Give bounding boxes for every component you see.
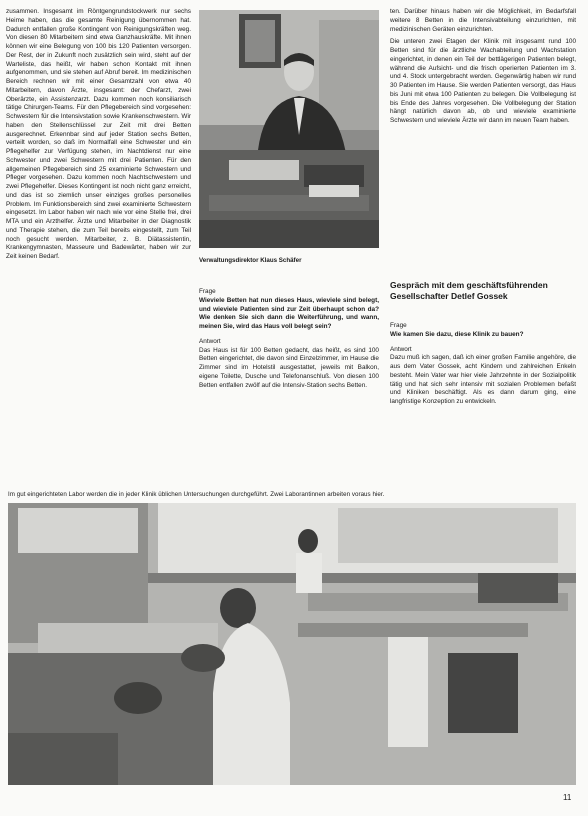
- interview-question: Wie kamen Sie dazu, diese Klinik zu bauen?: [390, 330, 524, 338]
- question-label: Frage: [390, 322, 407, 329]
- interview-answer: Dazu muß ich sagen, daß ich einer großen Familie angehöre, die aus dem Vater Gossek, acht Kindern und zahlreichen Enkeln besteht. Mein Vater war hier viele Jahrzehnte in der Sozialpolitik tätig und hat sich sehr intensiv mit sozialen Problemen befaßt und Kliniken beschäftigt. Als es dann darum ging, eine langfristige Konzeption zu entwickeln.: [390, 354, 576, 405]
- interview-block: [390, 322, 576, 490]
- interview-question: Wieviele Betten hat nun dieses Haus, wieviele sind belegt, und wieviele Patienten sind zur Zeit überhaupt schon da? Wie denken Sie sich dann die Weiterführung, und wann, meinen Sie, wird das Haus voll belegt sein?: [199, 296, 379, 330]
- text-column-left: [6, 8, 191, 474]
- portrait-photo-illustration: [199, 10, 379, 248]
- body-text: zusammen. Insgesamt im Röntgengrundstockwerk nur sechs Heime haben, das die gesamte Reinigung übernommen hat. Dadurch entfallen große Kontingent von Reinigungskräften weg. Von diesen 80 Mitarbeitern sind etwa Ganzhauskräfte. Mit ihnen können wir eine Belegung von 100 bis 120 Patienten versorgen. Der Rest, der in Zukunft noch zusätzlich sein wird, steht auf der Warteliste, das heißt, wir haben schon Kontakt mit ihnen aufgenommen, und sie stehen auf Abruf bereit. Im medizinischen Bereich rechnen wir mit einer Gesamtzahl von etwa 40 Mitarbeitern, davon Ärzte, insgesamt: der Chefarzt, zwei Oberärzte, ein Assistenzarzt. Dazu kommen noch konsiliarisch tätige Chirurgen-Teams. Für den Pflegebereich sind vorgesehen: Schwestern für die Intensivstation sowie Krankenschwestern. Wir haben den Stellenschlüssel zur Zeit mit drei Betten ausgerechnet. Erkennbar sind auf jeder Station sechs Betten, verteilt worden, so daß im Normalfall eine Schwester und ein Pflegehelfer zur Verfügung stehen, im Nachtdienst nur eine Schwester und zwei Schwestern mit drei Patienten. Für den allgemeinen Pflegebereich sind 25 examinierte Schwestern und Pfleger vorgesehen. Dazu kommen noch Nachtschwestern und zwei Pflegehelfer. Dieses Kontingent ist noch nicht ganz erreicht, und das ist so ziemlich unser einziges großes personelles Problem. Im Funktionsbereich sind zwei examinierte Schwestern eingesetzt. Im Labor haben wir nach wie vor eine Stelle frei, drei MTA und ein Arzthelfer. Ärzte und Mitarbeiter in der Diagnostik und Therapie stehen, die zum Teil bereits eingestellt, zum Teil noch gesucht werden. Mitarbeiter, z. B. Diätassistentin, Krankengymnasten, Masseure und Badewärter, haben wir zur Zeit keinen Bedarf.: [6, 8, 191, 260]
- laboratory-photo-illustration: [8, 503, 576, 785]
- body-text-paragraph: Die unteren zwei Etagen der Klinik mit insgesamt rund 100 Betten sind für die ärztliche Wachabteilung und Wachstation eingerichtet, in denen ein Teil der bettlägerigen Patienten belegt, während die Aufsicht- und die frisch operierten Patienten im 3. und 4. Stock untergebracht werden. Gegenwärtig haben wir rund 30 Patienten im Hause. Sie werden Patienten versorgt, das Haus bis Juni mit etwa 100 Patienten zu belegen. Die Vollbelegung ist bis Ende des Jahres vorgesehen. Die Vollbelegung der Station hängt natürlich davon ab, ob und wieviele examinierte Schwestern und wieviele Ärzte wir dann im neuen Team haben.: [390, 38, 576, 124]
- answer-label: Antwort: [390, 345, 412, 353]
- question-label: Frage: [199, 288, 216, 295]
- text-column-middle: [199, 288, 379, 478]
- interview-headline: Gespräch mit dem geschäftsführenden Gesellschafter Detlef Gossek: [390, 280, 548, 301]
- page-number: 11: [563, 793, 572, 802]
- interview-answer: Das Haus ist für 100 Betten gedacht, das heißt, es sind 100 Betten eingerichtet, die davon sind Einzelzimmer, im Hause die Zimmer sind im Hotelstil ausgestattet, jeweils mit Balkon, eigene Toilette, Dusche und Telefonanschluß. Von diesen 100 Betten entfallen zwölf auf die Intensiv-Station sechs Betten.: [199, 346, 379, 389]
- answer-label: Antwort: [199, 337, 221, 345]
- body-text-continued: ten. Darüber hinaus haben wir die Möglichkeit, im Bedarfsfall weitere 8 Betten in die Intensivabteilung einzurichten, mit medizinischen Geräten einzurichten.: [390, 8, 576, 33]
- portrait-photo: [199, 10, 379, 248]
- photo-caption: Im gut eingerichteten Labor werden die in jeder Klinik üblichen Untersuchungen durchgeführt. Zwei Laborantinnen arbeiten voraus hier.: [8, 491, 385, 498]
- laboratory-photo: [8, 503, 576, 785]
- photo-caption: Verwaltungsdirektor Klaus Schäfer: [199, 257, 302, 264]
